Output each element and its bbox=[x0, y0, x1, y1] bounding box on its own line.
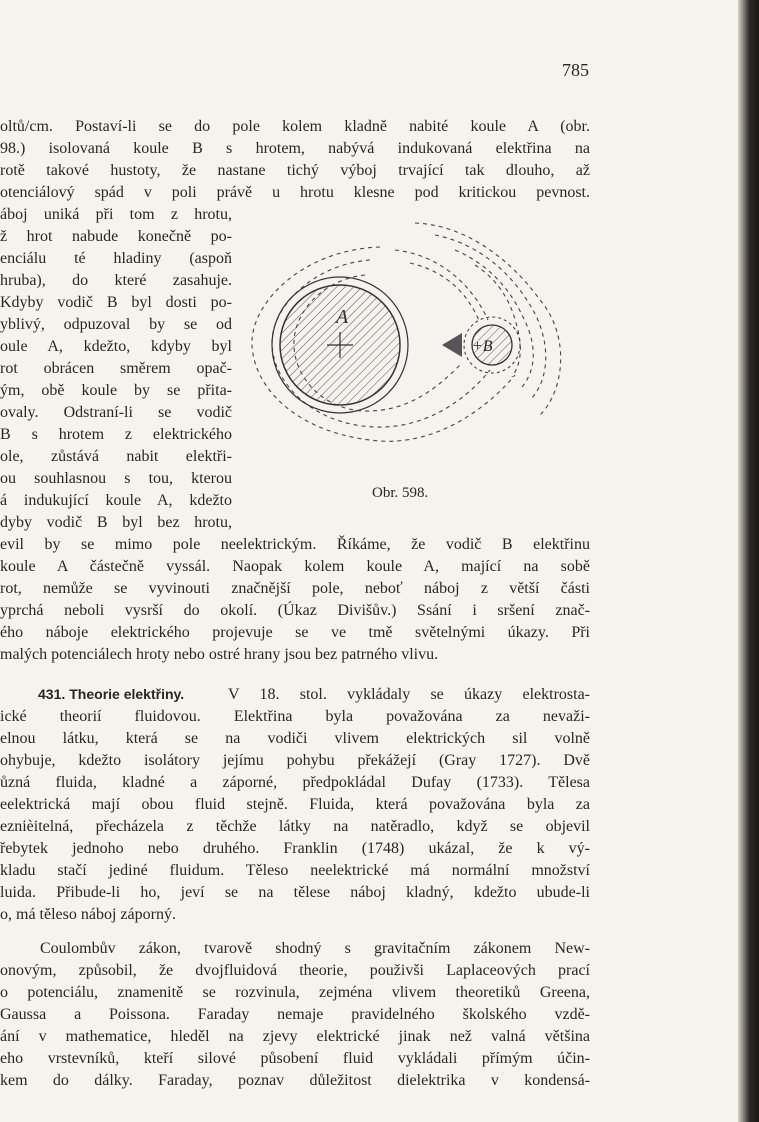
text-line: o potenciálu, znamenitě se rozvinula, zejména vlivem theoretiků Greena, bbox=[0, 984, 590, 1001]
text-line: áboj uniká při tom z hrotu, bbox=[0, 206, 232, 223]
text-line: rot obrácen směrem opač- bbox=[0, 360, 232, 377]
text-line: elnou látku, která se na vodiči vlivem elektrických sil volně bbox=[0, 730, 590, 747]
text-line: kem do dálky. Faraday, poznav důležitost dielektrika v kondensá- bbox=[0, 1072, 590, 1089]
text-line: ou souhlasnou s tou, kterou bbox=[0, 470, 232, 487]
text-line: oltů/cm. Postaví-li se do pole kolem kladně nabité koule A (obr. bbox=[0, 118, 590, 135]
text-line: o, má těleso náboj záporný. bbox=[0, 906, 176, 923]
sphere-a-label: A bbox=[336, 306, 349, 328]
text-line: yprchá neboli vysrší do okolí. (Úkaz Divišův.) Ssání i sršení znač- bbox=[0, 602, 590, 619]
page-number: 785 bbox=[562, 60, 589, 80]
sphere-b-label: +B bbox=[472, 338, 493, 355]
text-line: Gaussa a Poissona. Faraday nemaje pravidelného školského vzdě- bbox=[0, 1006, 590, 1023]
spike bbox=[442, 333, 462, 357]
figure-598 bbox=[240, 205, 580, 485]
text-line: Kdyby vodič B byl dosti po- bbox=[0, 294, 232, 311]
text-line: malých potenciálech hroty nebo ostré hrany jsou bez patrného vlivu. bbox=[0, 646, 439, 663]
text-line: ým, obě koule by se přita- bbox=[0, 382, 232, 399]
section-number: 431. bbox=[38, 686, 66, 702]
text-line: dyby vodič B byl bez hrotu, bbox=[0, 514, 232, 531]
text-line: eznièitelná, přecházela z těchže látky na natěradlo, když se objevil bbox=[0, 818, 590, 835]
charged-spheres-diagram bbox=[240, 205, 580, 485]
text-line: eho vrstevníků, kteří silové působení fluid vykládali přímým účin- bbox=[0, 1050, 590, 1067]
text-line: V 18. stol. vykládaly se úkazy elektrosta- bbox=[228, 686, 590, 703]
text-line: 98.) isolovaná koule B s hrotem, nabývá indukovaná elektřina na bbox=[0, 140, 590, 157]
text-line: á indukující koule A, kdežto bbox=[0, 492, 232, 509]
text-line: luida. Přibude-li ho, jeví se na tělese náboj kladný, kdežto ubude-li bbox=[0, 884, 590, 901]
text-line: yblivý, odpuzoval by se od bbox=[0, 316, 232, 333]
text-line: eelektrická mají obou fluid stejně. Fluida, která považována byla za bbox=[0, 796, 590, 813]
text-line: ůzná fluida, kladné a záporné, předpokládal Dufay (1733). Tělesa bbox=[0, 774, 590, 791]
text-line: kladu stačí jediné fluidum. Těleso neelektrické má normální množství bbox=[0, 862, 590, 879]
text-line: ické theorií fluidovou. Elektřina byla považována za nevaži- bbox=[0, 708, 590, 725]
text-line: rot, nemůže se vyvinouti značnější pole, neboť náboj z větší části bbox=[0, 580, 590, 597]
text-line: enciálu té hladiny (aspoň bbox=[0, 250, 232, 267]
text-line: ole, zůstává nabit elektři- bbox=[0, 448, 232, 465]
text-line: evil by se mimo pole neelektrickým. Říkáme, že vodič B elektřinu bbox=[0, 536, 590, 553]
text-line: onovým, způsobil, že dvojfluidová theorie, použivši Laplaceových prací bbox=[0, 962, 590, 979]
text-line: rotě takové hustoty, že nastane tichý výboj trvající tak dlouho, až bbox=[0, 162, 590, 179]
text-line: koule A částečně vyssál. Naopak kolem koule A, mající na sobě bbox=[0, 558, 590, 575]
text-line: hruba), do které zasahuje. bbox=[0, 272, 232, 289]
text-line: ého náboje elektrického projevuje se ve tmě světelnými úkazy. Při bbox=[0, 624, 590, 641]
text-line: B s hrotem z elektrického bbox=[0, 426, 232, 443]
text-line: ohybuje, kdežto isolátory jejímu pohybu překážejí (Gray 1727). Dvě bbox=[0, 752, 590, 769]
section-heading bbox=[38, 684, 184, 705]
figure-caption: Obr. 598. bbox=[372, 485, 429, 501]
section-title: Theorie elektřiny. bbox=[69, 686, 185, 702]
text-line: ž hrot nabude konečně po- bbox=[0, 228, 232, 245]
text-line: řebytek jednoho nebo druhého. Franklin (1748) ukázal, že k vý- bbox=[0, 840, 590, 857]
text-line: ání v mathematice, hleděl na zjevy elektrické jinak než valná většina bbox=[0, 1028, 590, 1045]
text-line: Coulombův zákon, tvarově shodný s gravitačním zákonem New- bbox=[40, 940, 590, 957]
text-line: ovaly. Odstraní-li se vodič bbox=[0, 404, 232, 421]
text-line: otenciálový spád v poli právě u hrotu klesne pod kritickou pevnost. bbox=[0, 184, 590, 201]
text-line: oule A, kdežto, kdyby byl bbox=[0, 338, 232, 355]
book-spine-shadow bbox=[738, 0, 759, 1122]
